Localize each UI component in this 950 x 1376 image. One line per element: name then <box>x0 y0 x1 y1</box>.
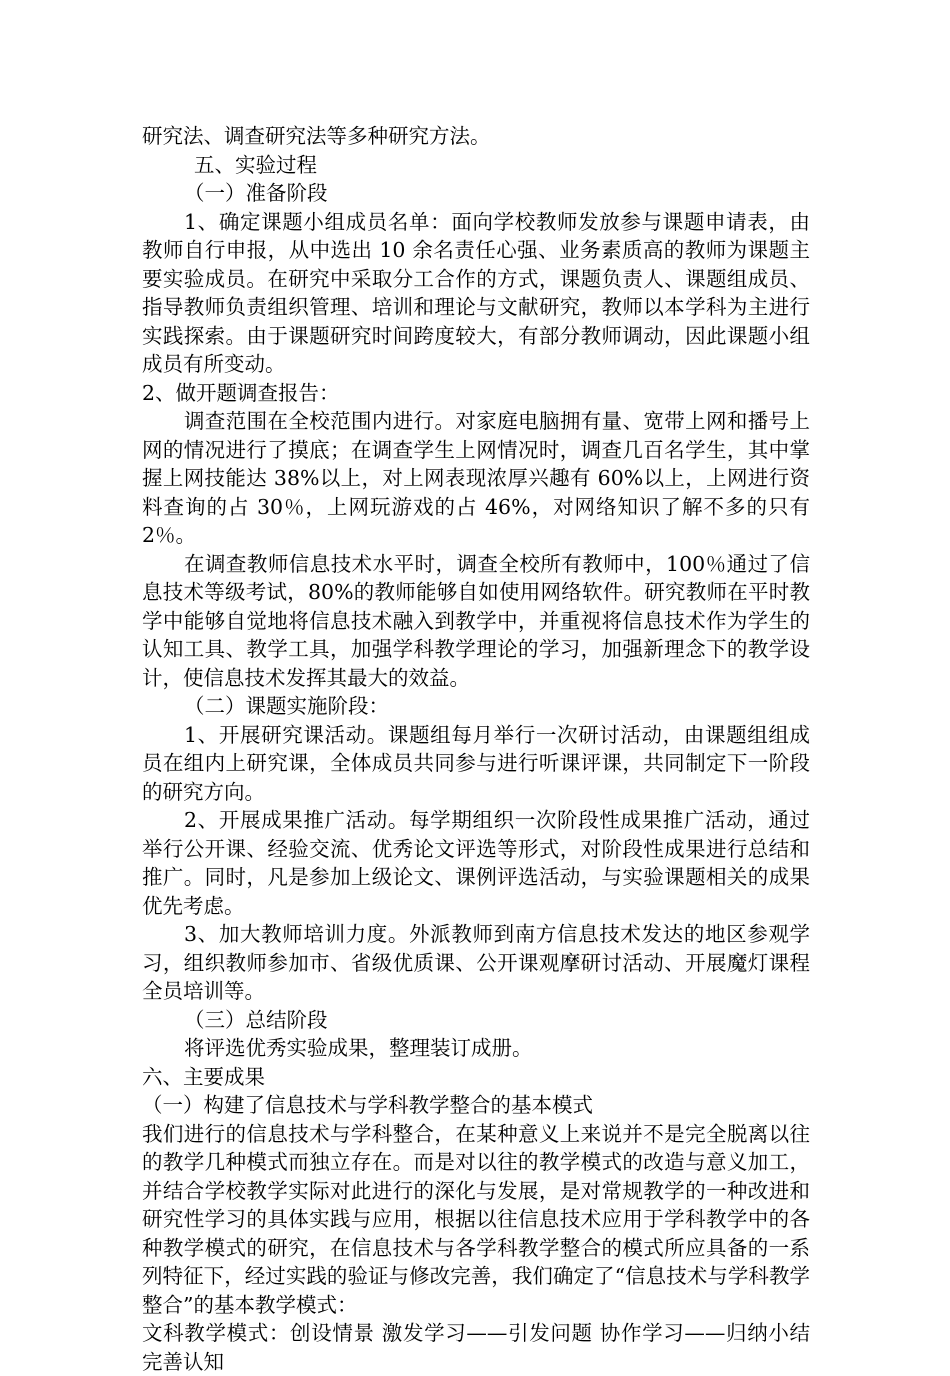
paragraph-liberal-arts-model: 文科教学模式：创设情景 激发学习——引发问题 协作学习——归纳小结 完善认知 <box>142 1321 810 1374</box>
paragraph-promotion: 2、开展成果推广活动。每学期组织一次阶段性成果推广活动，通过举行公开课、经验交流、优秀论文评选等形式，对阶段性成果进行总结和推广。同时，凡是参加上级论文、课例评选活动，与实验课题相关的成果优先考虑。 <box>142 808 810 918</box>
paragraph-compile-results: 将评选优秀实验成果，整理装订成册。 <box>184 1036 533 1060</box>
heading-basic-model: （一）构建了信息技术与学科教学整合的基本模式 <box>142 1093 593 1117</box>
paragraph-research-methods: 研究法、调查研究法等多种研究方法。 <box>142 124 491 148</box>
paragraph-student-survey: 调查范围在全校范围内进行。对家庭电脑拥有量、宽带上网和播号上网的情况进行了摸底；在调查学生上网情况时，调查几百名学生，其中掌握上网技能达 38%以上，对上网表现浓厚兴趣有 60%以上，上网进行资料查询的占 30％，上网玩游戏的占 46%，对网络知识了解不多的只有 2％。 <box>142 409 810 547</box>
heading-implementation-stage: （二）课题实施阶段： <box>184 694 389 718</box>
heading-summary-stage: （三）总结阶段 <box>184 1007 328 1032</box>
paragraph-teacher-training: 3、加大教师培训力度。外派教师到南方信息技术发达的地区参观学习，组织教师参加市、省级优质课、公开课观摩研讨活动、开展魔灯课程全员培训等。 <box>142 922 810 1003</box>
heading-experiment-process: 五、实验过程 <box>194 152 317 177</box>
document-body <box>142 122 810 1376</box>
heading-main-results: 六、主要成果 <box>142 1064 265 1089</box>
heading-preparation-stage: （一）准备阶段 <box>184 181 328 205</box>
paragraph-integration-model: 我们进行的信息技术与学科整合，在某种意义上来说并不是完全脱离以往的教学几种模式而独立存在。而是对以往的教学模式的改造与意义加工，并结合学校教学实际对此进行的深化与发展，是对常规教学的一种改进和研究性学习的具体实践与应用，根据以往信息技术应用于学科教学中的各种教学模式的研究，在信息技术与各学科教学整合的模式所应具备的一系列特征下，经过实践的验证与修改完善，我们确定了“信息技术与学科教学整合”的基本教学模式： <box>142 1121 810 1317</box>
paragraph-research-lessons: 1、开展研究课活动。课题组每月举行一次研讨活动，由课题组组成员在组内上研究课，全体成员共同参与进行听课评课，共同制定下一阶段的研究方向。 <box>142 722 810 804</box>
paragraph-confirm-members: 1、确定课题小组成员名单：面向学校教师发放参与课题申请表，由教师自行申报，从中选出 10 余名责任心强、业务素质高的教师为课题主要实验成员。在研究中采取分工合作的方式，课题负责人、课题组成员、指导教师负责组织管理、培训和理论与文献研究，教师以本学科为主进行实践探索。由于课题研究时间跨度较大，有部分教师调动，因此课题小组成员有所变动。 <box>142 209 810 376</box>
paragraph-teacher-survey: 在调查教师信息技术水平时，调查全校所有教师中，100％通过了信息技术等级考试，80%的教师能够自如使用网络软件。研究教师在平时教学中能够自觉地将信息技术融入到教学中，并重视将信息技术作为学生的认知工具、教学工具，加强学科教学理论的学习，加强新理念下的教学设计，使信息技术发挥其最大的效益。 <box>142 551 810 690</box>
heading-opening-survey: 2、做开题调查报告： <box>142 380 340 405</box>
